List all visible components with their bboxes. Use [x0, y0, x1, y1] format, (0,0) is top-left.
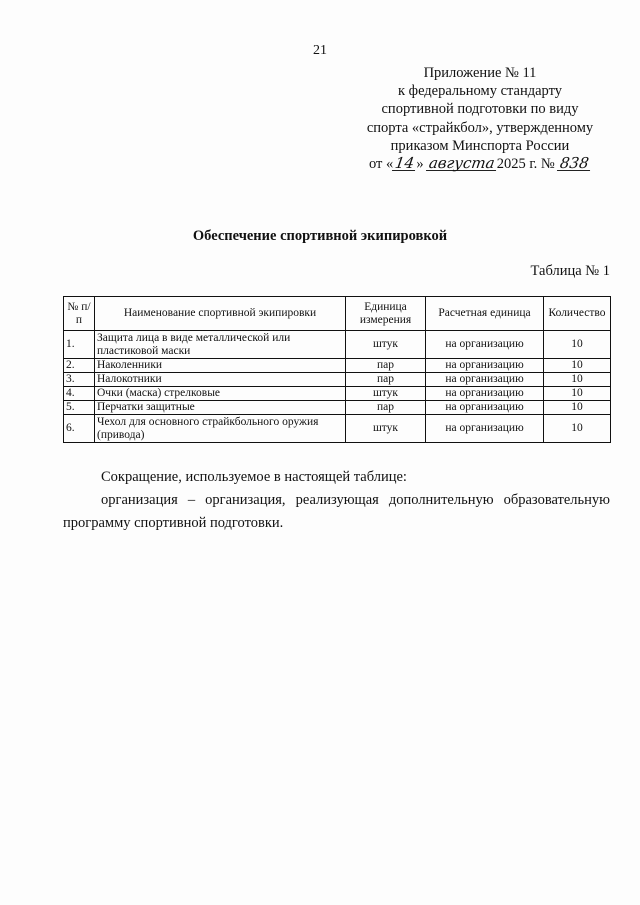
- header-qty: Количество: [544, 297, 611, 331]
- cell-name: Налокотники: [95, 373, 346, 387]
- cell-name: Защита лица в виде металлической или пластиковой маски: [95, 331, 346, 359]
- cell-calc: на организацию: [426, 401, 544, 415]
- standard-line: к федеральному стандарту: [398, 83, 562, 100]
- order-date-line: [350, 155, 610, 173]
- sport-name-line: спорта «страйкбол», утвержденному: [366, 119, 594, 136]
- cell-unit: пар: [346, 401, 426, 415]
- cell-num: 5.: [64, 401, 95, 415]
- table-row: [64, 373, 611, 387]
- cell-name: Наколенники: [95, 359, 346, 373]
- cell-qty: 10: [544, 331, 611, 359]
- abbreviation-note-intro: Сокращение, используемое в настоящей таблице:: [101, 469, 407, 485]
- cell-qty: 10: [544, 415, 611, 443]
- cell-calc: на организацию: [426, 359, 544, 373]
- abbreviation-note-definition: организация – организация, реализующая дополнительную образовательную программу спортивной подготовки.: [63, 492, 610, 531]
- cell-unit: штук: [346, 331, 426, 359]
- handwritten-order-number: 838: [559, 154, 591, 173]
- header-num: № п/п: [64, 297, 95, 331]
- cell-qty: 10: [544, 373, 611, 387]
- cell-name: Очки (маска) стрелковые: [95, 387, 346, 401]
- cell-calc: на организацию: [426, 331, 544, 359]
- page-number: 21: [313, 43, 327, 58]
- table-label: Таблица № 1: [530, 263, 610, 279]
- table-header-row: [64, 297, 611, 331]
- cell-calc: на организацию: [426, 415, 544, 443]
- cell-unit: пар: [346, 359, 426, 373]
- sport-line: спортивной подготовки по виду: [381, 101, 579, 118]
- cell-name: Перчатки защитные: [95, 401, 346, 415]
- year-suffix: 2025 г. №: [496, 156, 555, 173]
- date-mid: »: [416, 156, 424, 173]
- handwritten-month: августа: [428, 154, 497, 173]
- cell-qty: 10: [544, 359, 611, 373]
- cell-unit: пар: [346, 373, 426, 387]
- table-row: [64, 387, 611, 401]
- cell-num: 2.: [64, 359, 95, 373]
- cell-unit: штук: [346, 415, 426, 443]
- table-row: [64, 415, 611, 443]
- equipment-table: [63, 296, 611, 443]
- table-row: [64, 359, 611, 373]
- header-name: Наименование спортивной экипировки: [95, 297, 346, 331]
- handwritten-day: 14: [394, 154, 416, 173]
- cell-calc: на организацию: [426, 373, 544, 387]
- table-row: [64, 331, 611, 359]
- header-calc: Расчетная единица: [426, 297, 544, 331]
- cell-num: 1.: [64, 331, 95, 359]
- ministry-line: приказом Минспорта России: [390, 137, 570, 154]
- cell-calc: на организацию: [426, 387, 544, 401]
- cell-qty: 10: [544, 401, 611, 415]
- date-prefix: от «: [368, 156, 394, 173]
- approval-block: [350, 64, 610, 173]
- cell-name: Чехол для основного страйкбольного оружия (привода): [95, 415, 346, 443]
- cell-num: 6.: [64, 415, 95, 443]
- table-row: [64, 401, 611, 415]
- cell-unit: штук: [346, 387, 426, 401]
- document-title: Обеспечение спортивной экипировкой: [192, 228, 448, 244]
- cell-num: 4.: [64, 387, 95, 401]
- cell-num: 3.: [64, 373, 95, 387]
- appendix-line: Приложение № 11: [423, 65, 537, 81]
- header-unit: Единица измерения: [346, 297, 426, 331]
- cell-qty: 10: [544, 387, 611, 401]
